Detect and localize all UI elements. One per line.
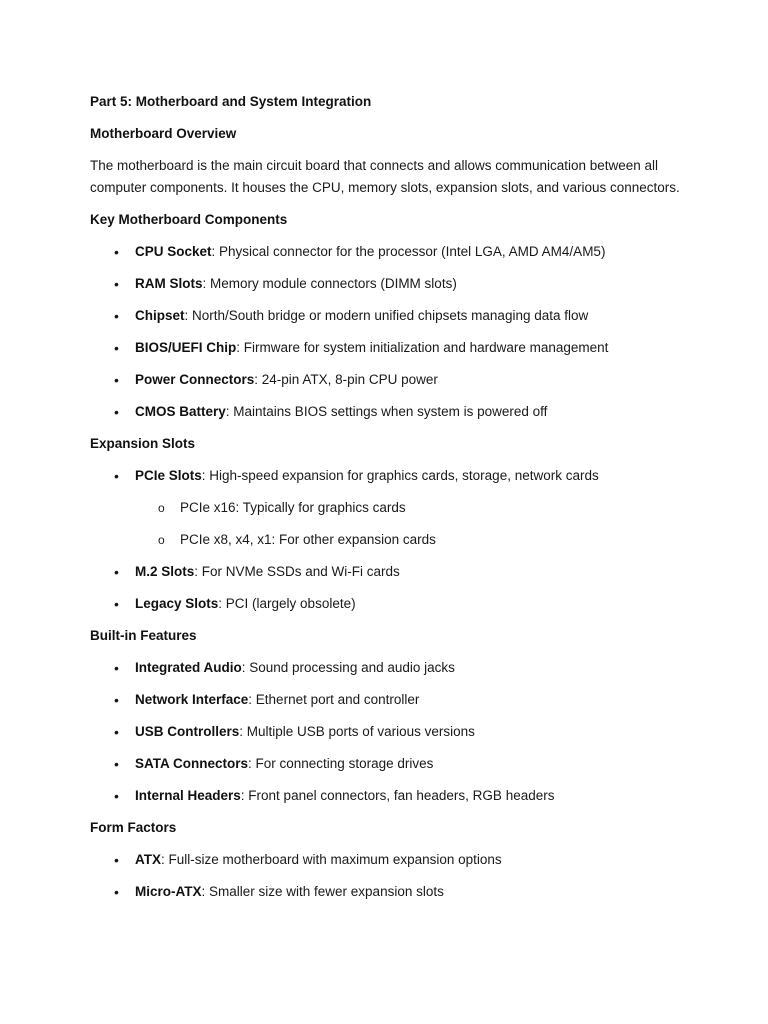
bullet-icon: • bbox=[114, 564, 119, 580]
bullet-icon: • bbox=[114, 340, 119, 356]
item-term: CMOS Battery bbox=[135, 404, 226, 419]
item-description: : Ethernet port and controller bbox=[248, 692, 420, 707]
bullet-icon: • bbox=[114, 724, 119, 740]
list-item bbox=[90, 657, 680, 679]
sub-list-item bbox=[135, 529, 680, 551]
circle-bullet-icon: o bbox=[158, 501, 165, 515]
item-description: : North/South bridge or modern unified chipsets managing data flow bbox=[184, 308, 589, 323]
bullet-icon: • bbox=[114, 852, 119, 868]
bullet-icon: • bbox=[114, 372, 119, 388]
bullet-icon: • bbox=[114, 756, 119, 772]
document-page bbox=[90, 91, 680, 913]
item-term: CPU Socket bbox=[135, 244, 212, 259]
item-description: : Physical connector for the processor (Intel LGA, AMD AM4/AM5) bbox=[211, 244, 606, 259]
item-term: Power Connectors bbox=[135, 372, 255, 387]
list-item bbox=[90, 241, 680, 263]
builtin-heading: Built-in Features bbox=[90, 628, 197, 643]
item-term: Network Interface bbox=[135, 692, 249, 707]
item-description: : For NVMe SSDs and Wi-Fi cards bbox=[194, 564, 400, 579]
item-description: : 24-pin ATX, 8-pin CPU power bbox=[254, 372, 438, 387]
item-description: : For connecting storage drives bbox=[248, 756, 434, 771]
item-description: : Full-size motherboard with maximum expansion options bbox=[161, 852, 502, 867]
item-term: RAM Slots bbox=[135, 276, 203, 291]
item-term: PCIe Slots bbox=[135, 468, 202, 483]
item-description: : Maintains BIOS settings when system is powered off bbox=[225, 404, 548, 419]
list-item bbox=[90, 465, 680, 551]
bullet-icon: • bbox=[114, 468, 119, 484]
item-term: Chipset bbox=[135, 308, 185, 323]
components-heading: Key Motherboard Components bbox=[90, 212, 288, 227]
list-item bbox=[90, 753, 680, 775]
item-term: Legacy Slots bbox=[135, 596, 219, 611]
form-factors-list bbox=[90, 849, 680, 903]
bullet-icon: • bbox=[114, 404, 119, 420]
item-term: ATX bbox=[135, 852, 161, 867]
item-term: SATA Connectors bbox=[135, 756, 249, 771]
item-description: : Smaller size with fewer expansion slots bbox=[201, 884, 444, 899]
item-term: M.2 Slots bbox=[135, 564, 195, 579]
list-item bbox=[90, 593, 680, 615]
item-description: : Sound processing and audio jacks bbox=[241, 660, 455, 675]
list-item bbox=[90, 689, 680, 711]
list-item bbox=[90, 881, 680, 903]
list-item bbox=[90, 401, 680, 423]
overview-paragraph: The motherboard is the main circuit board that connects and allows communication between all computer components. It houses the CPU, memory slots, expansion slots, and various connectors. bbox=[90, 158, 680, 195]
part-title: Part 5: Motherboard and System Integration bbox=[90, 94, 372, 109]
sub-item-text: PCIe x16: Typically for graphics cards bbox=[180, 500, 406, 515]
circle-bullet-icon: o bbox=[158, 533, 165, 547]
list-item bbox=[90, 721, 680, 743]
item-term: Micro-ATX bbox=[135, 884, 202, 899]
item-description: : High-speed expansion for graphics cards, storage, network cards bbox=[201, 468, 599, 483]
bullet-icon: • bbox=[114, 308, 119, 324]
bullet-icon: • bbox=[114, 788, 119, 804]
expansion-list bbox=[90, 465, 680, 615]
sub-item-text: PCIe x8, x4, x1: For other expansion cards bbox=[180, 532, 436, 547]
components-list bbox=[90, 241, 680, 423]
item-term: Internal Headers bbox=[135, 788, 241, 803]
item-term: BIOS/UEFI Chip bbox=[135, 340, 237, 355]
list-item bbox=[90, 849, 680, 871]
list-item bbox=[90, 273, 680, 295]
list-item bbox=[90, 561, 680, 583]
list-item bbox=[90, 337, 680, 359]
expansion-heading: Expansion Slots bbox=[90, 436, 196, 451]
bullet-icon: • bbox=[114, 884, 119, 900]
item-term: USB Controllers bbox=[135, 724, 240, 739]
item-description: : Firmware for system initialization and hardware management bbox=[236, 340, 609, 355]
sub-list-item bbox=[135, 497, 680, 519]
item-description: : Multiple USB ports of various versions bbox=[239, 724, 475, 739]
list-item bbox=[90, 305, 680, 327]
item-description: : Memory module connectors (DIMM slots) bbox=[202, 276, 457, 291]
pcie-sublist bbox=[135, 497, 680, 551]
form-factors-heading: Form Factors bbox=[90, 820, 177, 835]
item-description: : PCI (largely obsolete) bbox=[218, 596, 356, 611]
bullet-icon: • bbox=[114, 244, 119, 260]
overview-heading: Motherboard Overview bbox=[90, 126, 237, 141]
item-description: : Front panel connectors, fan headers, RGB headers bbox=[240, 788, 555, 803]
bullet-icon: • bbox=[114, 596, 119, 612]
list-item bbox=[90, 369, 680, 391]
builtin-list bbox=[90, 657, 680, 807]
list-item bbox=[90, 785, 680, 807]
item-term: Integrated Audio bbox=[135, 660, 242, 675]
bullet-icon: • bbox=[114, 692, 119, 708]
bullet-icon: • bbox=[114, 276, 119, 292]
bullet-icon: • bbox=[114, 660, 119, 676]
